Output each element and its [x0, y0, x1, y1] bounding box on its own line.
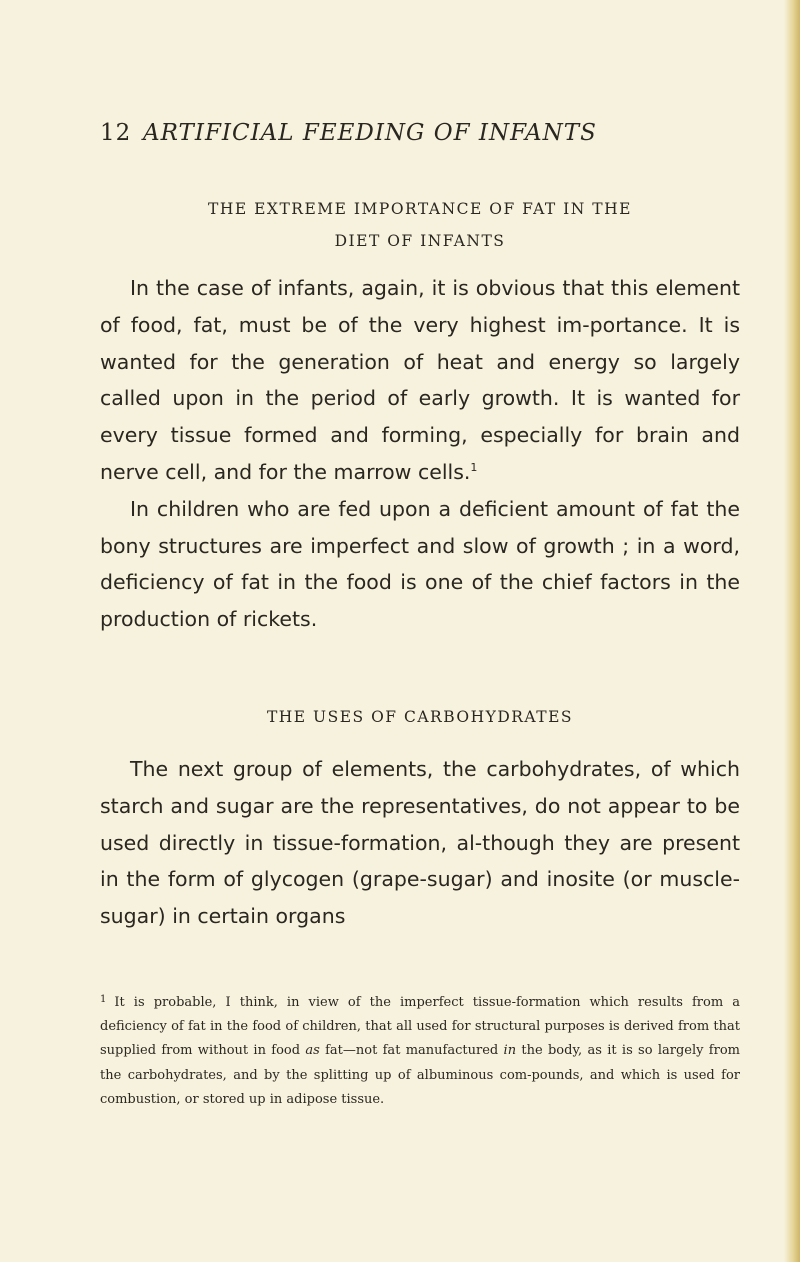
section-carbohydrates-body: [100, 751, 740, 935]
section-heading-fat-line1: THE EXTREME IMPORTANCE OF FAT IN THE: [208, 200, 632, 218]
page-number: 12: [100, 120, 132, 146]
paragraph-fat-importance: In the case of infants, again, it is obvious that this element of food, fat, must be of the very highest im-portance. It is wanted for the generation of heat and energy so largely called upon in the period of early growth. It is wanted for every tissue formed and forming, especially for brain and nerve cell, and for the marrow cells.$^1$: [100, 276, 740, 484]
running-header: [100, 120, 740, 150]
footnote-italic-in: in: [503, 1043, 517, 1059]
section-fat-body: [100, 270, 740, 638]
paragraph-carbohydrates: The next group of elements, the carbohydrates, of which starch and sugar are the representatives, do not appear to be used directly in tissue-formation, al-though they are present in the form of glycogen (grape-sugar) and inosite (or muscle-sugar) in certain organs: [100, 757, 740, 929]
footnote-text-b: fat—not fat manufactured: [325, 1043, 499, 1059]
section-heading-carbohydrates: THE USES OF CARBOHYDRATES: [266, 708, 574, 726]
footnote-italic-as: as: [305, 1043, 320, 1059]
footnote-text-a: It is probable, I think, in view of the imperfect tissue-formation which results from a deficiency of fat in the food of children, that all used for structural purposes is derived from that supplied from without in food: [100, 995, 740, 1059]
footnote-marker: 1: [100, 994, 107, 1005]
footnote-reference: 1: [470, 461, 478, 475]
section-heading-fat-line2: DIET OF INFANTS: [334, 232, 506, 250]
page-edge: [784, 0, 800, 1262]
footnote: [100, 988, 740, 1112]
paragraph-rickets: In children who are fed upon a deficient amount of fat the bony structures are imperfect and slow of growth ; in a word, deficiency of fat in the food is one of the chief factors in the production of rickets.: [100, 496, 740, 632]
footnote-text-c: the body, as it is so largely from the carbohydrates, and by the splitting up of albuminous com-pounds, and which is used for combustion, or stored up in adipose tissue.: [100, 1043, 740, 1107]
running-title: ARTIFICIAL FEEDING OF INFANTS: [143, 120, 597, 146]
